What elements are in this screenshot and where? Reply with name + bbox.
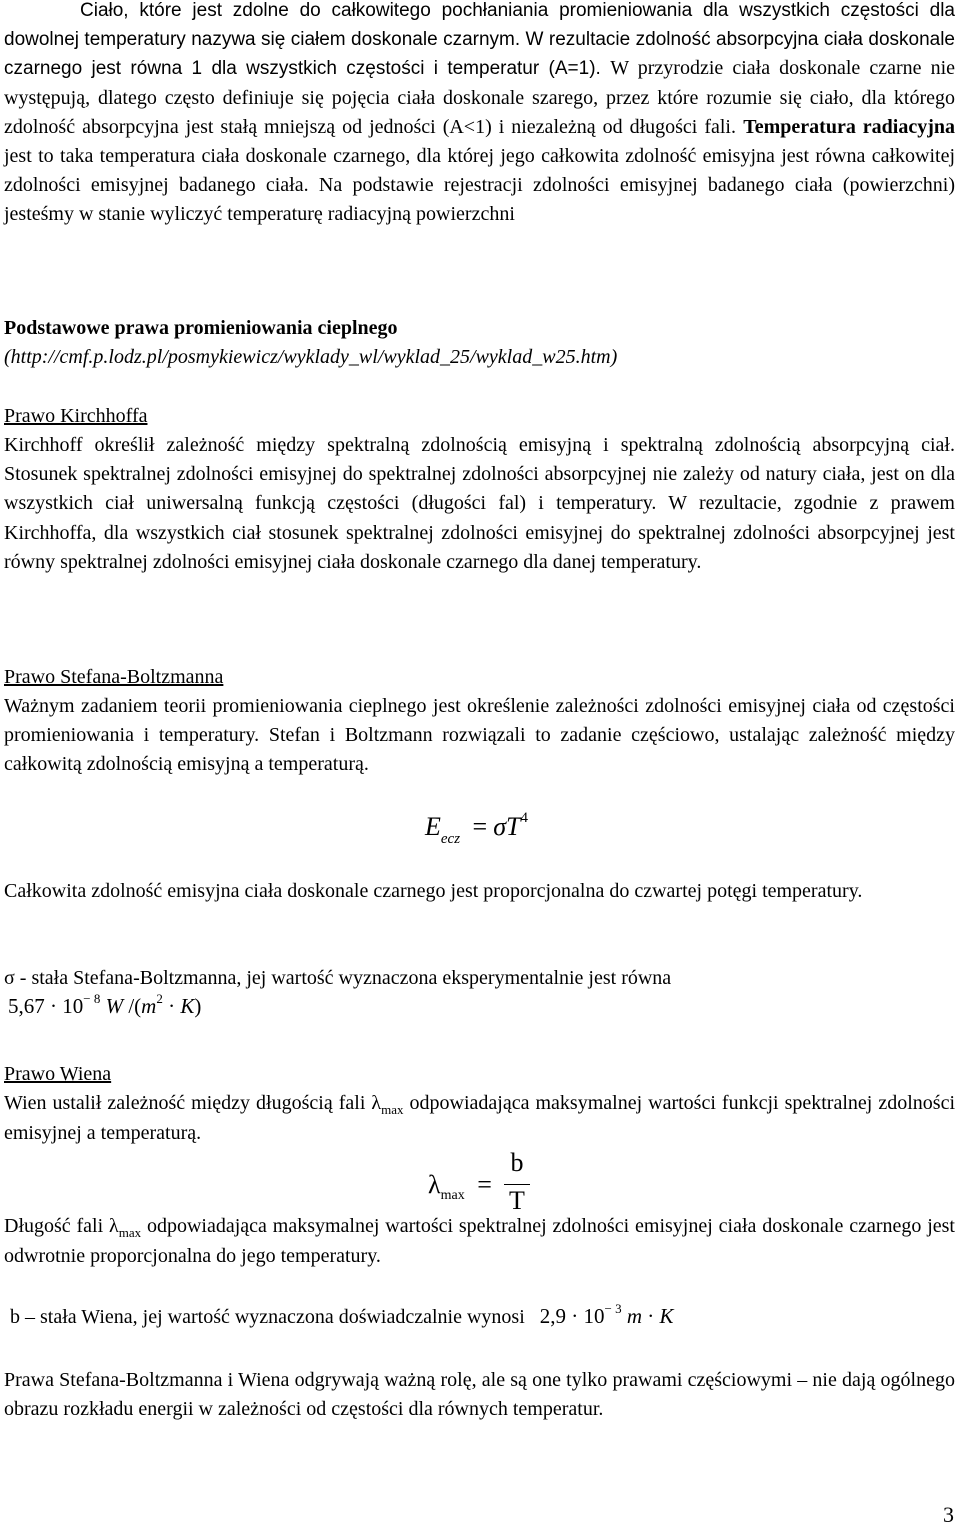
unit-meter: m bbox=[626, 1304, 643, 1328]
formula-numerator-b: b bbox=[510, 1148, 524, 1177]
source-link[interactable]: (http://cmf.p.lodz.pl/posmykiewicz/wyklady_wl/wyklad_25/wyklad_w25.htm) bbox=[4, 346, 618, 368]
wien-after-text-b: odpowiadająca maksymalnej wartości spektralnej zdolności emisyjnej ciała doskonale czarnego jest odwrotnie proporcjonalna do jego temperatury. bbox=[4, 1215, 955, 1268]
closing-paragraph: Prawa Stefana-Boltzmanna i Wiena odgrywają ważną rolę, ale są one tylko prawami częściowymi – nie dają ogólnego obrazu rozkładu energii w zależności od częstości dla równych temperatur. bbox=[4, 1369, 955, 1421]
unit-watt: W bbox=[105, 994, 124, 1018]
temperatura-radiacyjna-definition: jest to taka temperatura ciała doskonale czarnego, dla której jego całkowita zdolność emisyjna jest równa całkowitej zdolności emisyjnej badanego ciała. Na podstawie rejestracji zdolności emisyjnej badanego ciała (powierzchni) jesteśmy w stanie wyliczyć temperaturę radiacyjną powierzchni bbox=[4, 145, 955, 226]
wien-after-paragraph bbox=[4, 1212, 955, 1271]
wien-paragraph bbox=[4, 1089, 955, 1148]
heading-kirchhoff: Prawo Kirchhoffa bbox=[4, 405, 148, 427]
term-temperatura-radiacyjna: Temperatura radiacyjna bbox=[743, 115, 956, 138]
lambda-max-subscript: max bbox=[118, 1225, 142, 1240]
page-number: 3 bbox=[943, 1502, 954, 1527]
sigma-base: 10 bbox=[62, 994, 84, 1018]
formula-equals: = bbox=[472, 812, 488, 841]
formula-e: E bbox=[425, 812, 441, 841]
formula-subscript-max: max bbox=[440, 1188, 465, 1203]
multiply-dot: · bbox=[50, 994, 57, 1018]
wien-text-a: Wien ustalił zależność między długością fali λ bbox=[4, 1092, 382, 1114]
wien-constant-value bbox=[539, 1301, 674, 1328]
heading-stefan-boltzmann: Prawo Stefana-Boltzmanna bbox=[4, 666, 224, 688]
b-exponent: − 3 bbox=[604, 1301, 622, 1316]
sigma-mantissa: 5,67 bbox=[8, 994, 45, 1018]
section-title: Podstawowe prawa promieniowania cieplnego bbox=[4, 317, 398, 339]
kirchhoff-paragraph: Kirchhoff określił zależność między spektralną zdolnością emisyjną i spektralną zdolnością absorpcyjną ciał. Stosunek spektralnej zdolności emisyjnej do spektralnej zdolności absorpcyjnej nie zależy od natury ciała, jest on dla wszystkich ciał uniwersalną funkcją częstości (długości fal) i temperatury. W rezultacie, zgodnie z prawem Kirchhoffa, dla wszystkich ciał stosunek spektralnej zdolności emisyjnej do spektralnej zdolności absorpcyjnej jest równy spektralnej zdolności emisyjnej ciała doskonale czarnego dla danej temperatury. bbox=[4, 434, 955, 573]
lambda-max-subscript: max bbox=[381, 1102, 404, 1117]
formula-lambda: λ bbox=[428, 1170, 441, 1199]
stefan-boltzmann-formula bbox=[425, 810, 529, 847]
stefan-paragraph: Ważnym zadaniem teorii promieniowania cieplnego jest określenie zależności zdolności emisyjnej ciała od częstości promieniowania i temperatury. Stefan i Boltzmann rozwiązali to zadanie częściowo, ustalając zależność między całkowitą zdolnością emisyjną a temperaturą. bbox=[4, 695, 955, 776]
b-mantissa: 2,9 bbox=[539, 1304, 567, 1328]
multiply-dot: · bbox=[571, 1304, 579, 1328]
meter-exponent: 2 bbox=[156, 991, 163, 1006]
intro-paragraph bbox=[4, 0, 955, 230]
b-base: 10 bbox=[583, 1304, 605, 1328]
sigma-value bbox=[8, 991, 202, 1019]
multiply-dot: · bbox=[168, 994, 176, 1018]
wien-constant-description: b – stała Wiena, jej wartość wyznaczona doświadczalnie wynosi bbox=[10, 1306, 525, 1328]
heading-wien: Prawo Wiena bbox=[4, 1063, 112, 1085]
wien-after-text-a: Długość fali λ bbox=[4, 1215, 119, 1237]
sigma-exponent: − 8 bbox=[83, 991, 101, 1006]
unit-meter: m bbox=[141, 994, 157, 1018]
stefan-after-paragraph: Całkowita zdolność emisyjna ciała doskonale czarnego jest proporcjonalna do czwartej potęgi temperatury. bbox=[4, 880, 863, 902]
unit-kelvin: K bbox=[659, 1304, 674, 1328]
formula-subscript-ecz: ecz bbox=[440, 831, 461, 847]
wien-text-b: odpowiadająca maksymalnej wartości funkcji spektralnej zdolności emisyjnej a temperaturą. bbox=[4, 1092, 956, 1145]
sigma-description: σ - stała Stefana-Boltzmanna, jej wartość wyznaczona eksperymentalnie jest równa bbox=[4, 967, 672, 989]
formula-denominator-t: T bbox=[509, 1186, 525, 1215]
formula-sigma-t: σT bbox=[493, 812, 521, 841]
unit-close-paren: ) bbox=[194, 994, 202, 1018]
formula-equals: = bbox=[477, 1170, 492, 1199]
wien-constant-line bbox=[10, 1302, 960, 1333]
formula-exponent-4: 4 bbox=[520, 810, 529, 826]
intro-text-2: W przyrodzie ciała doskonale czarne nie występują, dlatego często definiuje się pojęcia ciała doskonale szarego, przez które rozumie się ciało, dla którego zdolność absorpcyjna jest stałą mniejszą od jedności (A<1) i niezależną od długości fali. bbox=[4, 57, 955, 138]
intro-text-1: Ciało, które jest zdolne do całkowitego pochłaniania promieniowania dla wszystkich częstości dla dowolnej temperatury nazywa się ciałem doskonale czarnym. W rezultacie zdolność absorpcyjna ciała doskonale czarnego jest równa 1 dla wszystkich częstości i temperatur (A=1). bbox=[4, 0, 955, 80]
unit-slash: /( bbox=[128, 994, 142, 1018]
fraction-bar bbox=[504, 1184, 530, 1185]
multiply-dot: · bbox=[647, 1304, 655, 1328]
unit-kelvin: K bbox=[180, 994, 195, 1018]
